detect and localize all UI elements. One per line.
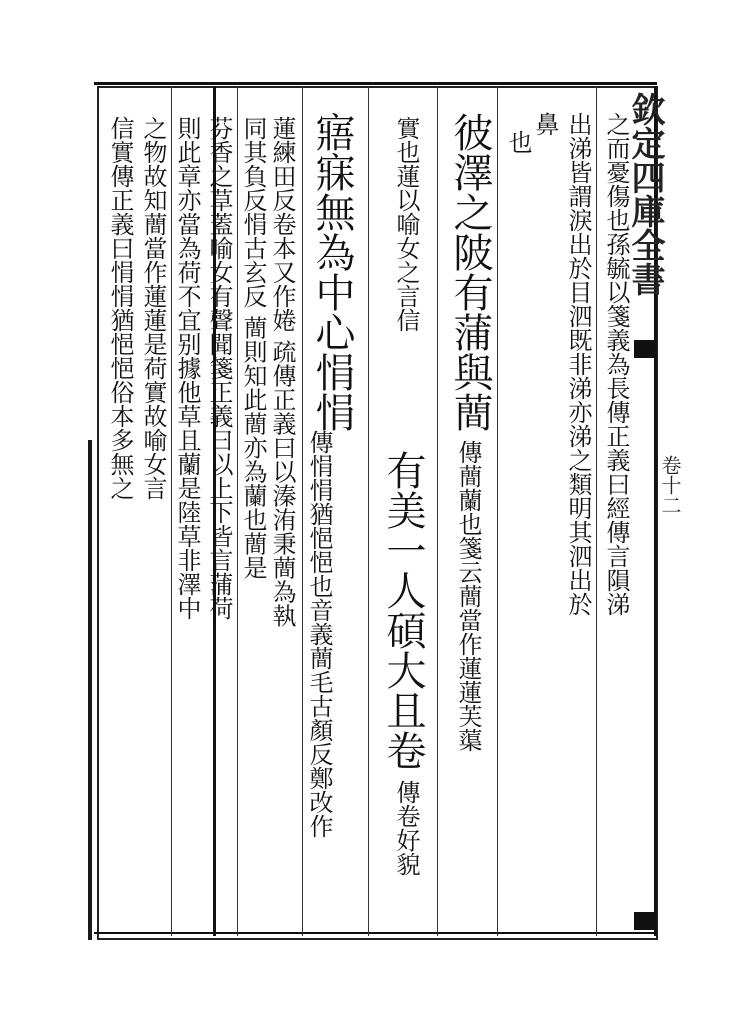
commentary-column: 傳蕳蘭也箋云蕳當作蓮蓮芙蕖 <box>454 440 482 752</box>
top-border <box>94 82 657 85</box>
fishtail-mark <box>634 340 654 358</box>
column-rule <box>497 86 498 936</box>
commentary-column: 實也蓮以喻女之言信 <box>392 116 420 332</box>
commentary-column: 蓮練田反卷本又作婘 疏傳正義曰以溱洧秉蕳為執 <box>268 116 296 628</box>
column-rule <box>596 86 597 936</box>
main-text-column: 有美一人碩大且卷 <box>380 450 426 770</box>
commentary-column: 同其負反悁古玄反 蕳則知此蕳亦為蘭也蕳是 <box>239 116 267 580</box>
fishtail-mark <box>634 912 654 930</box>
commentary-column: 傳卷好貌 <box>392 780 420 876</box>
column-rule <box>171 86 172 936</box>
column-rule <box>302 86 303 936</box>
column-rule <box>437 86 438 936</box>
commentary-column: 則此章亦當為荷不宜别據他草且蘭是陸草非澤中 <box>173 116 201 620</box>
book-title: 欽定四庫全書 <box>625 92 665 296</box>
commentary-column: 傳悁悁猶悒悒也音義蕳毛古顏反鄭改作 <box>305 430 333 838</box>
column-rule <box>368 86 369 936</box>
text-column: 之而憂傷也孫毓以箋義為長傳正義曰經傳言隕涕 <box>602 112 630 616</box>
volume-label: 卷十二 <box>658 455 682 515</box>
commentary-column: 芬香之草蓋喻女有聲聞箋正義曰以上下皆言蒲荷 <box>205 116 233 620</box>
text-column: 出涕皆謂淚出於目泗既非涕亦涕之類明其泗出於 <box>564 112 592 616</box>
main-text-column: 寤寐無為中心悁悁 <box>309 112 355 432</box>
main-text-column: 彼澤之陂有蒲與蕳 <box>447 112 493 432</box>
bottom-border <box>94 932 657 934</box>
text-column: 鼻 <box>531 112 559 136</box>
commentary-column: 之物故知蕳當作蓮蓮是荷實故喻女言 <box>139 116 167 500</box>
text-column: 也 <box>504 130 532 154</box>
column-rule <box>237 86 238 936</box>
scan-edge-shadow <box>88 440 92 940</box>
commentary-column: 信實傳正義曰悁悁猶悒悒俗本多無之 <box>106 116 134 500</box>
